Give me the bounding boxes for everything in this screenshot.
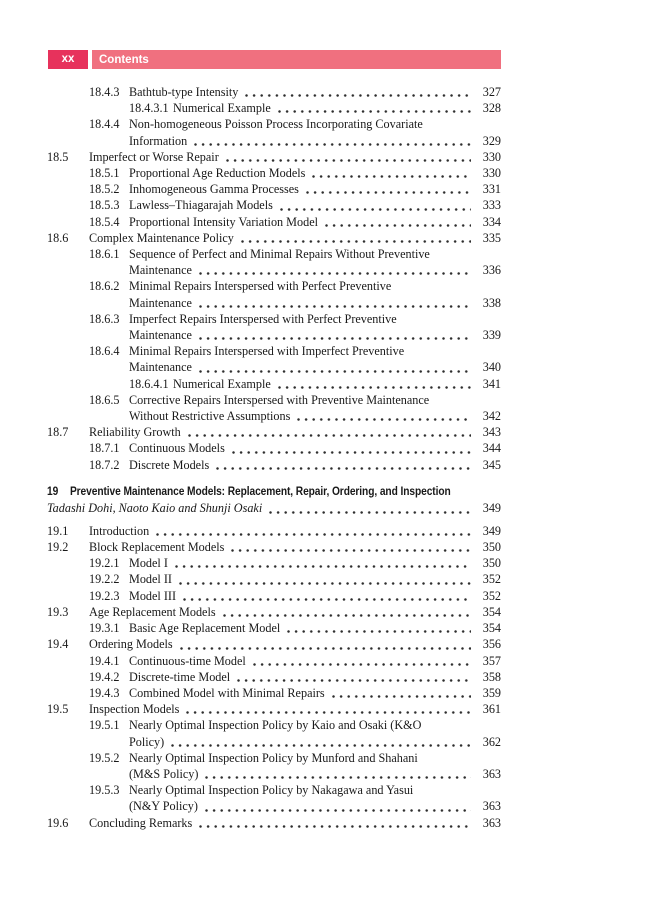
toc-entry-number: 19.2.2	[89, 572, 120, 587]
toc-row	[47, 424, 501, 440]
toc-row	[47, 100, 501, 116]
toc-entry-page: 344	[482, 441, 501, 456]
dot-leader	[245, 94, 471, 97]
section-gap	[47, 473, 501, 483]
toc-entry-page: 330	[482, 166, 501, 181]
dot-leader	[186, 711, 471, 714]
toc-entry-title: Ordering Models	[89, 637, 173, 652]
toc-entry-title: (M&S Policy)	[129, 766, 199, 781]
toc-entry-title: Maintenance	[129, 328, 192, 343]
toc-entry-number: 19.4.2	[89, 669, 120, 684]
dot-leader	[156, 533, 471, 536]
toc-row	[47, 588, 501, 604]
toc-entry-title: Continuous-time Model	[129, 653, 246, 668]
dot-leader	[199, 370, 471, 373]
dot-leader	[241, 240, 471, 243]
toc-entry-page: 327	[482, 85, 501, 99]
header-bar	[92, 50, 501, 69]
toc-entry-title: Bathtub-type Intensity	[129, 85, 239, 99]
toc-entry-page: 352	[482, 572, 501, 587]
toc-row	[47, 230, 501, 246]
toc-row	[47, 295, 501, 311]
dot-leader	[188, 434, 471, 437]
toc-entry-title: Imperfect or Worse Repair	[89, 149, 219, 164]
dot-leader	[237, 679, 471, 682]
toc-entry-page: 361	[482, 702, 501, 717]
toc-row	[47, 311, 501, 327]
toc-entry-title: Nearly Optimal Inspection Policy by Munford and Shahani	[129, 750, 418, 765]
dot-leader	[253, 663, 471, 666]
folio-number: xx	[48, 50, 88, 69]
toc-entry-title: Proportional Intensity Variation Model	[129, 214, 318, 229]
toc-entry-number: 18.4.4	[89, 117, 120, 132]
toc-entry-page: 336	[482, 263, 501, 278]
toc-entry-number: 18.5.3	[89, 198, 120, 213]
toc-row	[47, 133, 501, 149]
toc-entry-page: 331	[482, 182, 501, 197]
toc-entry-number: 19.3.1	[89, 621, 120, 636]
toc-entry-page: 345	[482, 457, 501, 472]
toc-entry-title: Age Replacement Models	[89, 604, 216, 619]
toc-row	[47, 523, 501, 539]
dot-leader	[312, 175, 471, 178]
toc-entry-title: Nearly Optimal Inspection Policy by Nakagawa and Yasui	[129, 783, 414, 798]
toc-entry-number: 18.5	[47, 149, 69, 164]
dot-leader	[171, 744, 471, 747]
toc-entry-page: 335	[482, 230, 501, 245]
dot-leader	[226, 159, 471, 162]
toc-row	[47, 798, 501, 814]
toc-entry-title: Maintenance	[129, 263, 192, 278]
toc-entry-title: Imperfect Repairs Interspersed with Perfect Preventive	[129, 311, 397, 326]
toc-row	[47, 262, 501, 278]
header-title: Contents	[99, 54, 149, 66]
toc-row	[47, 343, 501, 359]
toc-content	[47, 84, 501, 831]
toc-entry-title: Proportional Age Reduction Models	[129, 166, 306, 181]
toc-entry-number: 19.6	[47, 815, 69, 830]
chapter-authors: Tadashi Dohi, Naoto Kaio and Shunji Osaki	[47, 500, 263, 515]
toc-entry-page: 352	[482, 588, 501, 603]
toc-entry-page: 357	[482, 653, 501, 668]
toc-entry-number: 18.7	[47, 425, 69, 440]
toc-entry-number: 19.2.3	[89, 588, 120, 603]
toc-entry-number: 18.6.2	[89, 279, 120, 294]
toc-row	[47, 392, 501, 408]
toc-row	[47, 620, 501, 636]
toc-row	[47, 84, 501, 100]
section18-entries	[47, 84, 501, 473]
toc-entry-page: 334	[482, 214, 501, 229]
toc-entry-title: Block Replacement Models	[89, 540, 225, 555]
dot-leader	[199, 272, 471, 275]
page-header	[48, 50, 501, 69]
toc-entry-number: 18.5.2	[89, 182, 120, 197]
toc-row	[47, 717, 501, 733]
toc-entry-page: 349	[482, 523, 501, 538]
toc-entry-number: 19.4	[47, 637, 69, 652]
dot-leader	[199, 305, 471, 308]
toc-row	[47, 246, 501, 262]
toc-entry-number: 19.5	[47, 702, 69, 717]
toc-entry-number: 19.3	[47, 604, 69, 619]
toc-entry-title: Sequence of Perfect and Minimal Repairs Without Preventive	[129, 247, 430, 262]
toc-entry-page: 339	[482, 328, 501, 343]
toc-entry-number: 19.1	[47, 523, 69, 538]
toc-entry-number: 19.5.2	[89, 750, 120, 765]
dot-leader	[232, 451, 471, 454]
toc-entry-title: Model III	[129, 588, 177, 603]
toc-row	[47, 539, 501, 555]
toc-entry-title: Numerical Example	[173, 101, 271, 116]
chapter19-entries	[47, 523, 501, 831]
toc-row	[47, 376, 501, 392]
toc-row	[47, 815, 501, 831]
dot-leader	[194, 143, 471, 146]
toc-entry-page: 363	[482, 799, 501, 814]
toc-entry-number: 18.4.3.1	[129, 101, 169, 116]
toc-entry-number: 18.7.1	[89, 441, 120, 456]
dot-leader	[278, 386, 471, 389]
toc-row	[47, 214, 501, 230]
toc-entry-number: 18.6.4.1	[129, 376, 169, 391]
toc-entry-page: 356	[482, 637, 501, 652]
toc-row	[47, 653, 501, 669]
toc-entry-page: 358	[482, 669, 501, 684]
toc-entry-title: Complex Maintenance Policy	[89, 230, 234, 245]
toc-entry-page: 354	[482, 604, 501, 619]
toc-entry-number: 18.6.5	[89, 392, 120, 407]
toc-entry-number: 18.6.4	[89, 344, 120, 359]
toc-entry-title: (N&Y Policy)	[129, 799, 198, 814]
dot-leader	[325, 224, 471, 227]
toc-entry-title: Corrective Repairs Interspersed with Preventive Maintenance	[129, 392, 430, 407]
dot-leader	[175, 565, 471, 568]
toc-entry-page: 341	[482, 376, 501, 391]
chapter-title: Preventive Maintenance Models: Replacement, Repair, Ordering, and Inspection	[69, 483, 451, 498]
toc-row	[47, 636, 501, 652]
toc-entry-page: 328	[482, 101, 501, 116]
toc-entry-title: Maintenance	[129, 360, 192, 375]
toc-entry-title: Without Restrictive Assumptions	[129, 409, 291, 424]
chapter-page-number: 349	[482, 500, 501, 515]
dot-leader	[306, 191, 471, 194]
toc-entry-number: 19.5.3	[89, 783, 120, 798]
dot-leader	[216, 467, 471, 470]
toc-entry-number: 18.7.2	[89, 457, 120, 472]
toc-row	[47, 440, 501, 456]
dot-leader	[297, 418, 471, 421]
toc-entry-page: 333	[482, 198, 501, 213]
dot-leader	[223, 614, 471, 617]
toc-row	[47, 750, 501, 766]
toc-row	[47, 278, 501, 294]
toc-entry-number: 19.2.1	[89, 556, 120, 571]
toc-entry-title: Numerical Example	[173, 376, 271, 391]
toc-row	[47, 197, 501, 213]
dot-leader	[278, 110, 471, 113]
toc-entry-page: 363	[482, 766, 501, 781]
toc-row	[47, 149, 501, 165]
toc-row	[47, 408, 501, 424]
toc-entry-title: Minimal Repairs Interspersed with Perfect Preventive	[129, 279, 392, 294]
toc-entry-number: 18.5.1	[89, 166, 120, 181]
toc-row	[47, 359, 501, 375]
toc-entry-number: 18.5.4	[89, 214, 120, 229]
toc-entry-title: Nearly Optimal Inspection Policy by Kaio and Osaki (K&O	[129, 718, 422, 733]
dot-leader	[231, 549, 471, 552]
toc-entry-page: 329	[482, 133, 501, 148]
toc-entry-page: 350	[482, 540, 501, 555]
toc-entry-title: Information	[129, 133, 188, 148]
toc-row	[47, 766, 501, 782]
toc-row	[47, 165, 501, 181]
toc-entry-title: Policy)	[129, 734, 165, 749]
dot-leader	[180, 647, 471, 650]
toc-entry-page: 338	[482, 295, 501, 310]
toc-entry-title: Reliability Growth	[89, 425, 181, 440]
chapter-heading	[47, 483, 451, 500]
toc-entry-title: Continuous Models	[129, 441, 225, 456]
toc-row	[47, 181, 501, 197]
dot-leader	[179, 582, 471, 585]
toc-entry-title: Non-homogeneous Poisson Process Incorporating Covariate	[129, 117, 423, 132]
chapter-number: 19	[47, 483, 59, 498]
toc-entry-title: Lawless–Thiagarajah Models	[129, 198, 273, 213]
toc-row	[47, 669, 501, 685]
toc-row	[47, 701, 501, 717]
toc-entry-number: 18.4.3	[89, 85, 120, 99]
toc-entry-page: 354	[482, 621, 501, 636]
toc-row	[47, 604, 501, 620]
toc-entry-page: 359	[482, 685, 501, 700]
chapter-authors-row	[47, 500, 501, 517]
dot-leader	[205, 776, 471, 779]
dot-leader	[199, 825, 471, 828]
toc-row	[47, 782, 501, 798]
toc-entry-page: 340	[482, 360, 501, 375]
toc-row	[47, 327, 501, 343]
toc-entry-title: Inhomogeneous Gamma Processes	[129, 182, 299, 197]
toc-entry-title: Combined Model with Minimal Repairs	[129, 685, 325, 700]
dot-leader	[287, 630, 471, 633]
toc-entry-title: Minimal Repairs Interspersed with Imperfect Preventive	[129, 344, 405, 359]
toc-entry-title: Concluding Remarks	[89, 815, 193, 830]
toc-entry-title: Introduction	[89, 523, 150, 538]
toc-entry-number: 18.6.1	[89, 247, 120, 262]
toc-entry-page: 343	[482, 425, 501, 440]
dot-leader	[269, 511, 471, 514]
toc-entry-page: 342	[482, 409, 501, 424]
toc-row	[47, 116, 501, 132]
toc-row	[47, 734, 501, 750]
toc-entry-title: Inspection Models	[89, 702, 180, 717]
dot-leader	[199, 337, 471, 340]
toc-row	[47, 571, 501, 587]
toc-entry-number: 19.5.1	[89, 718, 120, 733]
toc-row	[47, 685, 501, 701]
toc-entry-page: 350	[482, 556, 501, 571]
dot-leader	[183, 598, 471, 601]
toc-entry-number: 19.4.3	[89, 685, 120, 700]
toc-entry-title: Maintenance	[129, 295, 192, 310]
toc-entry-page: 362	[482, 734, 501, 749]
toc-entry-page: 363	[482, 815, 501, 830]
dot-leader	[332, 695, 471, 698]
toc-entry-title: Basic Age Replacement Model	[129, 621, 281, 636]
toc-entry-title: Discrete Models	[129, 457, 210, 472]
toc-entry-number: 18.6	[47, 230, 69, 245]
toc-entry-title: Discrete-time Model	[129, 669, 231, 684]
toc-entry-number: 19.4.1	[89, 653, 120, 668]
toc-entry-number: 18.6.3	[89, 311, 120, 326]
dot-leader	[280, 208, 471, 211]
toc-row	[47, 555, 501, 571]
toc-entry-title: Model II	[129, 572, 172, 587]
toc-row	[47, 457, 501, 473]
dot-leader	[205, 809, 471, 812]
toc-entry-title: Model I	[129, 556, 168, 571]
toc-entry-page: 330	[482, 149, 501, 164]
toc-entry-number: 19.2	[47, 540, 69, 555]
